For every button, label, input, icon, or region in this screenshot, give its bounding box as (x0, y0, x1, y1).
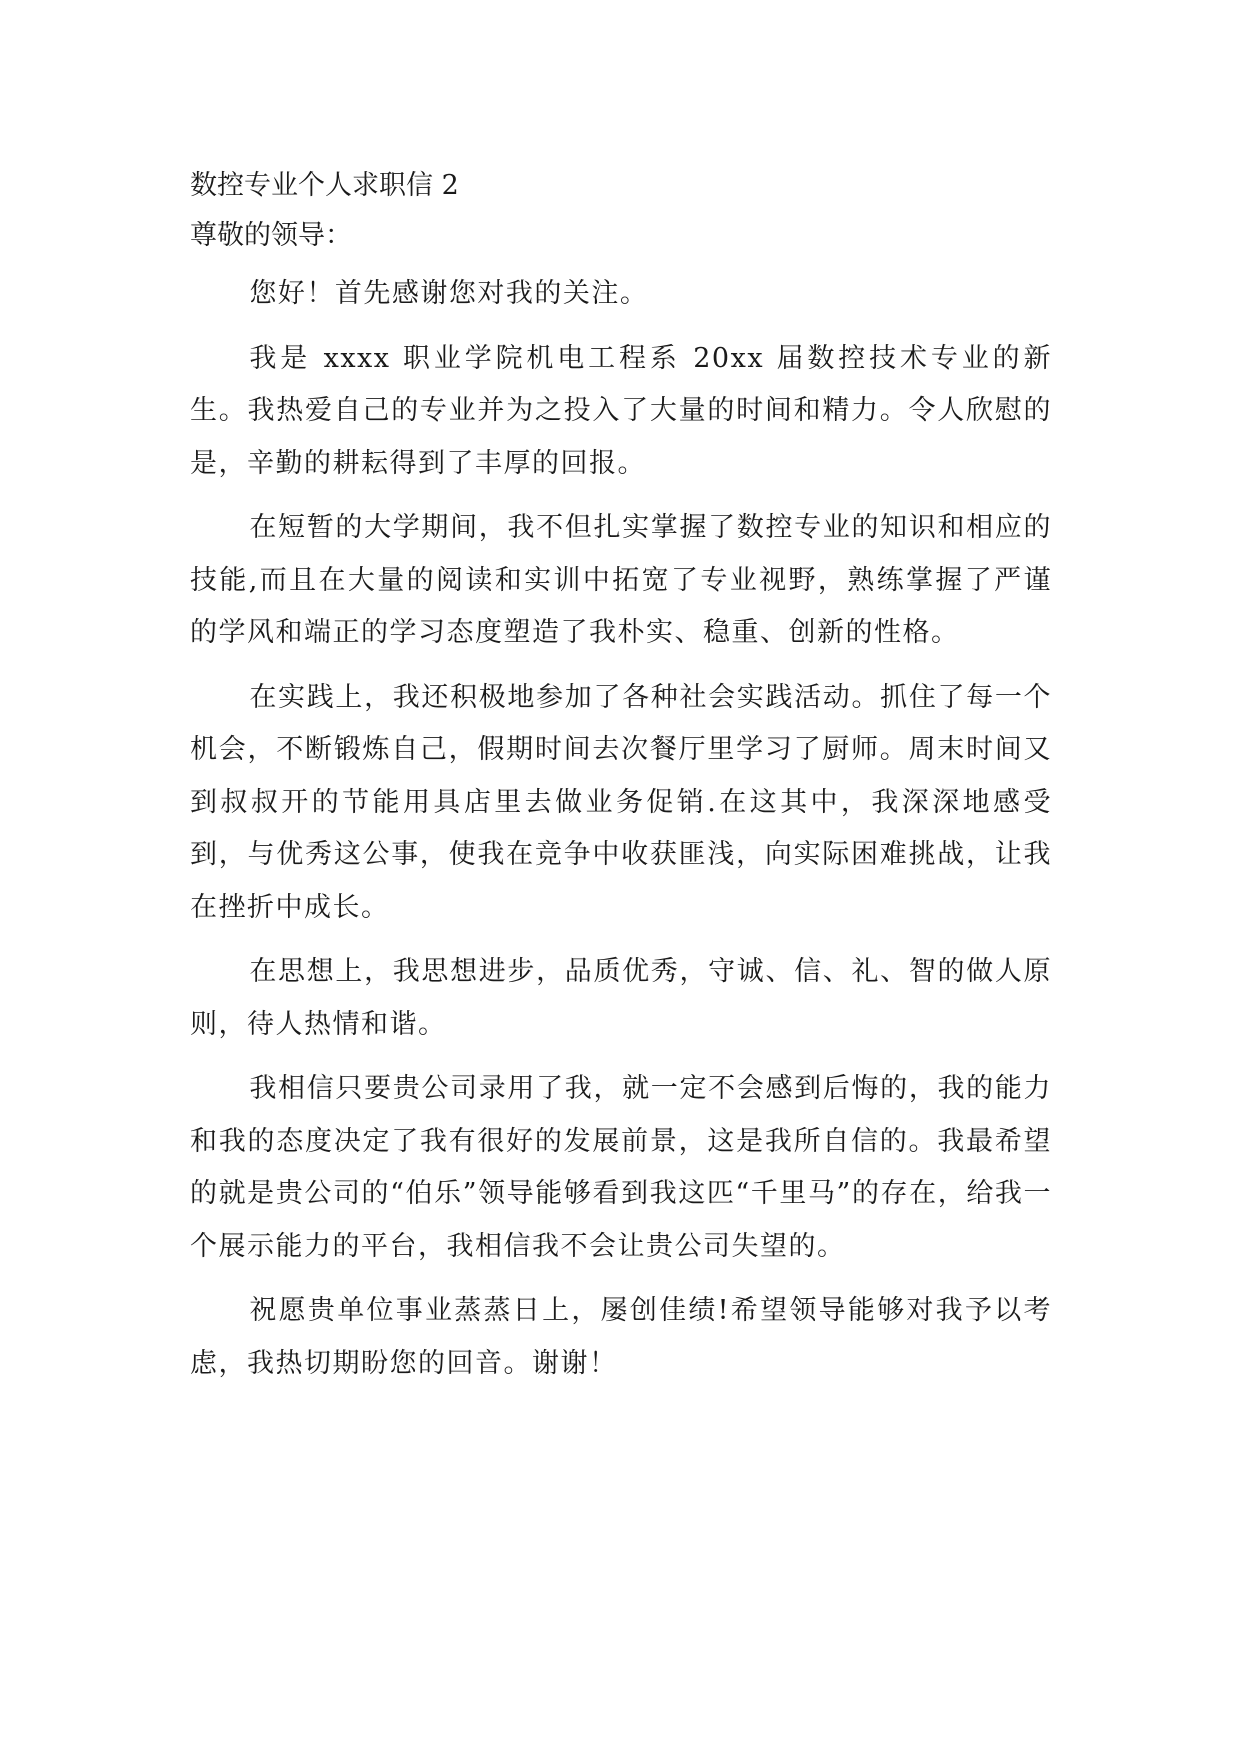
document-title: 数控专业个人求职信 2 (190, 170, 459, 201)
paragraph-character: 在思想上，我思想进步，品质优秀，守诚、信、礼、智的做人原则，待人热情和谐。 (190, 956, 1052, 1040)
paragraph-introduction: 我是 xxxx 职业学院机电工程系 20xx 届数控技术专业的新生。我热爱自己的专业并为之投入了大量的时间和精力。令人欣慰的是，辛勤的耕耘得到了丰厚的回报。 (190, 342, 1052, 479)
paragraph-university: 在短暂的大学期间，我不但扎实掌握了数控专业的知识和相应的技能,而且在大量的阅读和实训中拓宽了专业视野，熟练掌握了严谨的学风和端正的学习态度塑造了我朴实、稳重、创新的性格。 (190, 512, 1052, 648)
paragraph-closing: 祝愿贵单位事业蒸蒸日上，屡创佳绩!希望领导能够对我予以考虑，我热切期盼您的回音。谢谢！ (190, 1295, 1052, 1379)
paragraph-practice: 在实践上，我还积极地参加了各种社会实践活动。抓住了每一个机会，不断锻炼自己，假期时间去次餐厅里学习了厨师。周末时间又到叔叔开的节能用具店里去做业务促销.在这其中，我深深地感受到，与优秀这公事，使我在竞争中收获匪浅，向实际困难挑战，让我在挫折中成长。 (190, 681, 1052, 923)
paragraph-confidence: 我相信只要贵公司录用了我，就一定不会感到后悔的，我的能力和我的态度决定了我有很好的发展前景，这是我所自信的。我最希望的就是贵公司的“伯乐”领导能够看到我这匹“千里马”的存在，给我一个展示能力的平台，我相信我不会让贵公司失望的。 (190, 1073, 1052, 1262)
salutation: 尊敬的领导： (190, 220, 352, 251)
paragraph-greeting: 您好！首先感谢您对我的关注。 (249, 278, 649, 309)
letter-body (190, 268, 1052, 1402)
